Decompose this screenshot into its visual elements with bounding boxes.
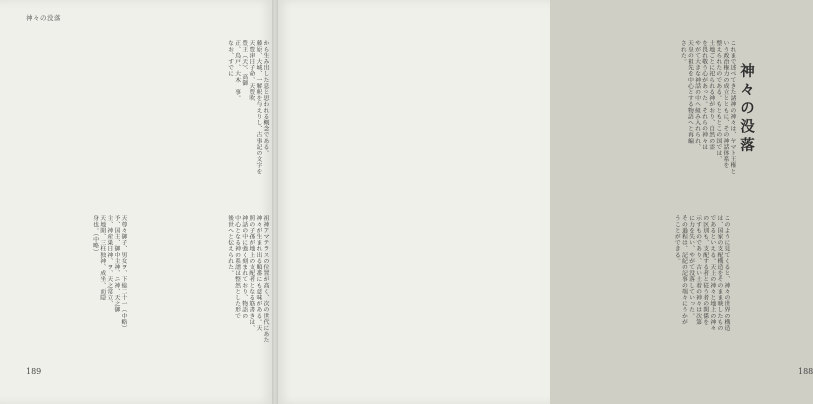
right-bottom-line-6: に力を失い、やがて没落していった。	[687, 215, 694, 319]
left-top-line-3: 天豊津日子命、天豊吹	[247, 40, 254, 101]
left-page	[0, 0, 275, 404]
right-bottom-text	[559, 215, 729, 355]
right-bottom-line-5: 示すものであり、古い土着の神々は次第	[694, 215, 701, 325]
right-top-line-6: やがて大きな神話の中へ組み入れられ、	[693, 40, 700, 150]
left-lower-line-4: 天地開、三柱独神、成坐、而隠	[98, 215, 105, 301]
chapter-title: 神々の没落	[738, 63, 755, 156]
right-top-line-2: いう政治権力の成立とともに、その神話体系を	[721, 40, 728, 169]
right-page	[275, 0, 813, 404]
left-lower-line-5: 身也。（中略）	[91, 215, 98, 255]
right-bottom-line-4: の区別も、支配する者と従う者の関係を	[701, 215, 708, 325]
left-upper-line-4: 神話の中に強く刻まれており、物語の	[240, 215, 247, 319]
left-upper-line-1: 祖神アマテラスの位置が高く、次の世代にあた	[262, 215, 268, 344]
left-lower-line-2: 予、国主、御中主神、ニ神、天之御	[112, 215, 119, 313]
book-gutter	[272, 0, 278, 404]
left-top-line-2: 藤原、大城、一解釈を与えりし、古事記の文字を	[254, 40, 261, 175]
right-bottom-line-1: このように見てくると、神々の世界の構造	[723, 215, 729, 331]
right-bottom-line-3: であるといえる。天上の神々と地上の神々	[708, 215, 715, 331]
right-top-line-8: された。	[679, 40, 686, 65]
right-top-text	[559, 40, 735, 185]
left-upper-vertical-text	[172, 215, 268, 355]
left-upper-line-2: 神々が生まれ出る順番にも意味がある。天	[254, 215, 261, 331]
right-top-line-5: を畏れ敬う心があった。それらの神々は	[700, 40, 707, 150]
left-page-number: 189	[26, 367, 42, 376]
left-upper-line-6: 後世へと伝えられた。	[226, 215, 233, 276]
left-top-line-6: なお、すでに	[226, 40, 233, 77]
left-top-line-5: 正、鳥戸、大木 事。	[233, 40, 240, 102]
right-top-line-4: 土地ごとに祀られる神がおり、自然の霊	[707, 40, 714, 150]
left-top-text	[160, 40, 268, 185]
right-top-line-3: 整えられたのである。もともとこの国では、	[714, 40, 721, 162]
right-page-number: 188	[798, 367, 813, 376]
left-lower-line-3: 主、神産巣日神、ヲ、天之常立、	[105, 215, 112, 307]
right-top-line-1: これまで述べてきた諸神の神々は、ヤマト王権と	[729, 40, 735, 175]
right-top-line-7: 天皇の祖先を中心とする物語へと再編	[686, 40, 693, 144]
left-lower-vertical-text	[38, 215, 126, 355]
right-bottom-line-2: は、国家の支配構造をそのまま映したもの	[715, 215, 722, 331]
left-top-line-1: から生み出した息と思われる概念である。	[262, 40, 268, 156]
left-upper-line-5: 中心となる神の系譜は整然とした形で	[233, 215, 240, 319]
right-bottom-line-8: うことができる。	[673, 215, 680, 264]
left-upper-line-3: 照の子孫が地上の支配者となる筋書きは、	[247, 215, 254, 331]
left-top-line-4: 豊王（天）、高御	[240, 40, 247, 86]
running-head: 神々の没落	[26, 14, 61, 22]
right-bottom-line-7: その過程は、記紀の記事の端々にうかが	[680, 215, 687, 325]
left-lower-line-1: 天尊々御子、男女ヲ、下総二十一（中略）	[120, 215, 126, 331]
